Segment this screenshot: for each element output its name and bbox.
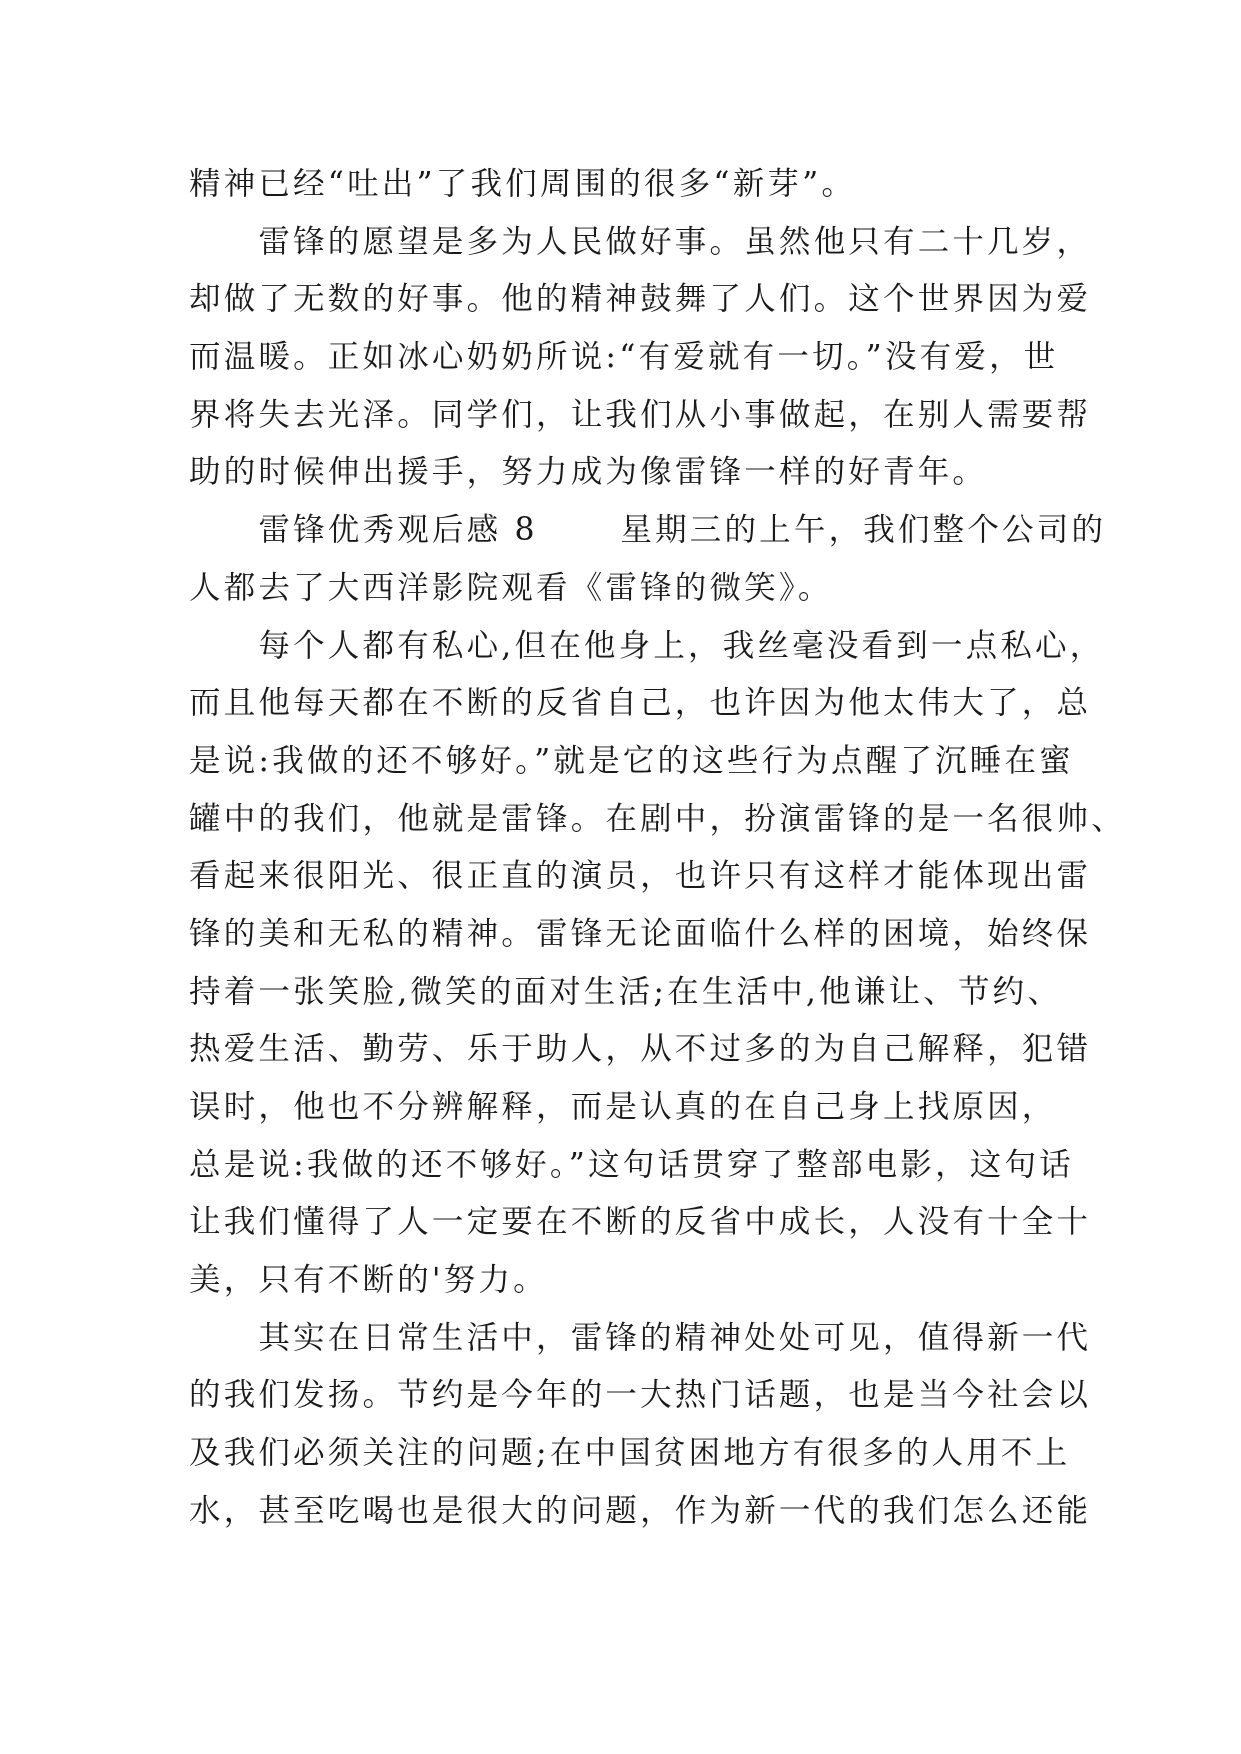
text-line: 锋的美和无私的精神。雷锋无论面临什么样的困境，始终保: [189, 915, 1092, 952]
text-line: 水，甚至吃喝也是很大的问题，作为新一代的我们怎么还能: [189, 1492, 1092, 1529]
text-line: 而温暖。正如冰心奶奶所说:“有爱就有一切。”没有爱，世: [189, 339, 1059, 376]
text-line: 其实在日常生活中，雷锋的精神处处可见，值得新一代: [189, 1319, 1092, 1356]
text-line: 的我们发扬。节约是今年的一大热门话题，也是当今社会以: [189, 1377, 1092, 1414]
text-line: 及我们必须关注的问题;在中国贫困地方有很多的人用不上: [189, 1435, 1071, 1472]
text-line: 总是说:我做的还不够好。”这句话贯穿了整部电影，这句话: [189, 1146, 1074, 1183]
text-line: 雷锋优秀观后感 8 星期三的上午，我们整个公司的: [189, 512, 1107, 549]
text-line: 罐中的我们，他就是雷锋。在剧中，扮演雷锋的是一名很帅、: [189, 800, 1126, 837]
text-line: 看起来很阳光、很正直的演员，也许只有这样才能体现出雷: [189, 858, 1092, 895]
text-line: 却做了无数的好事。他的精神鼓舞了人们。这个世界因为爱: [189, 281, 1092, 318]
text-line: 助的时候伸出援手，努力成为像雷锋一样的好青年。: [189, 454, 988, 491]
text-line: 人都去了大西洋影院观看《雷锋的微笑》。: [189, 569, 833, 606]
text-line: 每个人都有私心,但在他身上，我丝毫没看到一点私心，: [189, 627, 1105, 664]
text-line: 界将失去光泽。同学们，让我们从小事做起，在别人需要帮: [189, 396, 1092, 433]
text-line: 误时，他也不分辨解释，而是认真的在自己身上找原因，: [189, 1089, 1057, 1125]
text-line: 精神已经“吐出”了我们周围的很多“新芽”。: [189, 166, 857, 202]
text-line: 热爱生活、勤劳、乐于助人，从不过多的为自己解释，犯错: [189, 1031, 1092, 1068]
text-line: 而且他每天都在不断的反省自己，也许因为他太伟大了，总: [189, 685, 1092, 722]
text-line: 美，只有不断的'努力。: [189, 1262, 548, 1299]
text-line: 雷锋的愿望是多为人民做好事。虽然他只有二十几岁，: [189, 223, 1092, 260]
text-line: 让我们懂得了人一定要在不断的反省中成长，人没有十全十: [189, 1204, 1092, 1241]
text-line: 持着一张笑脸,微笑的面对生活;在生活中,他谦让、节约、: [189, 973, 1063, 1010]
text-line: 是说:我做的还不够好。”就是它的这些行为点醒了沉睡在蜜: [189, 742, 1074, 779]
article-body: [189, 156, 1126, 1541]
